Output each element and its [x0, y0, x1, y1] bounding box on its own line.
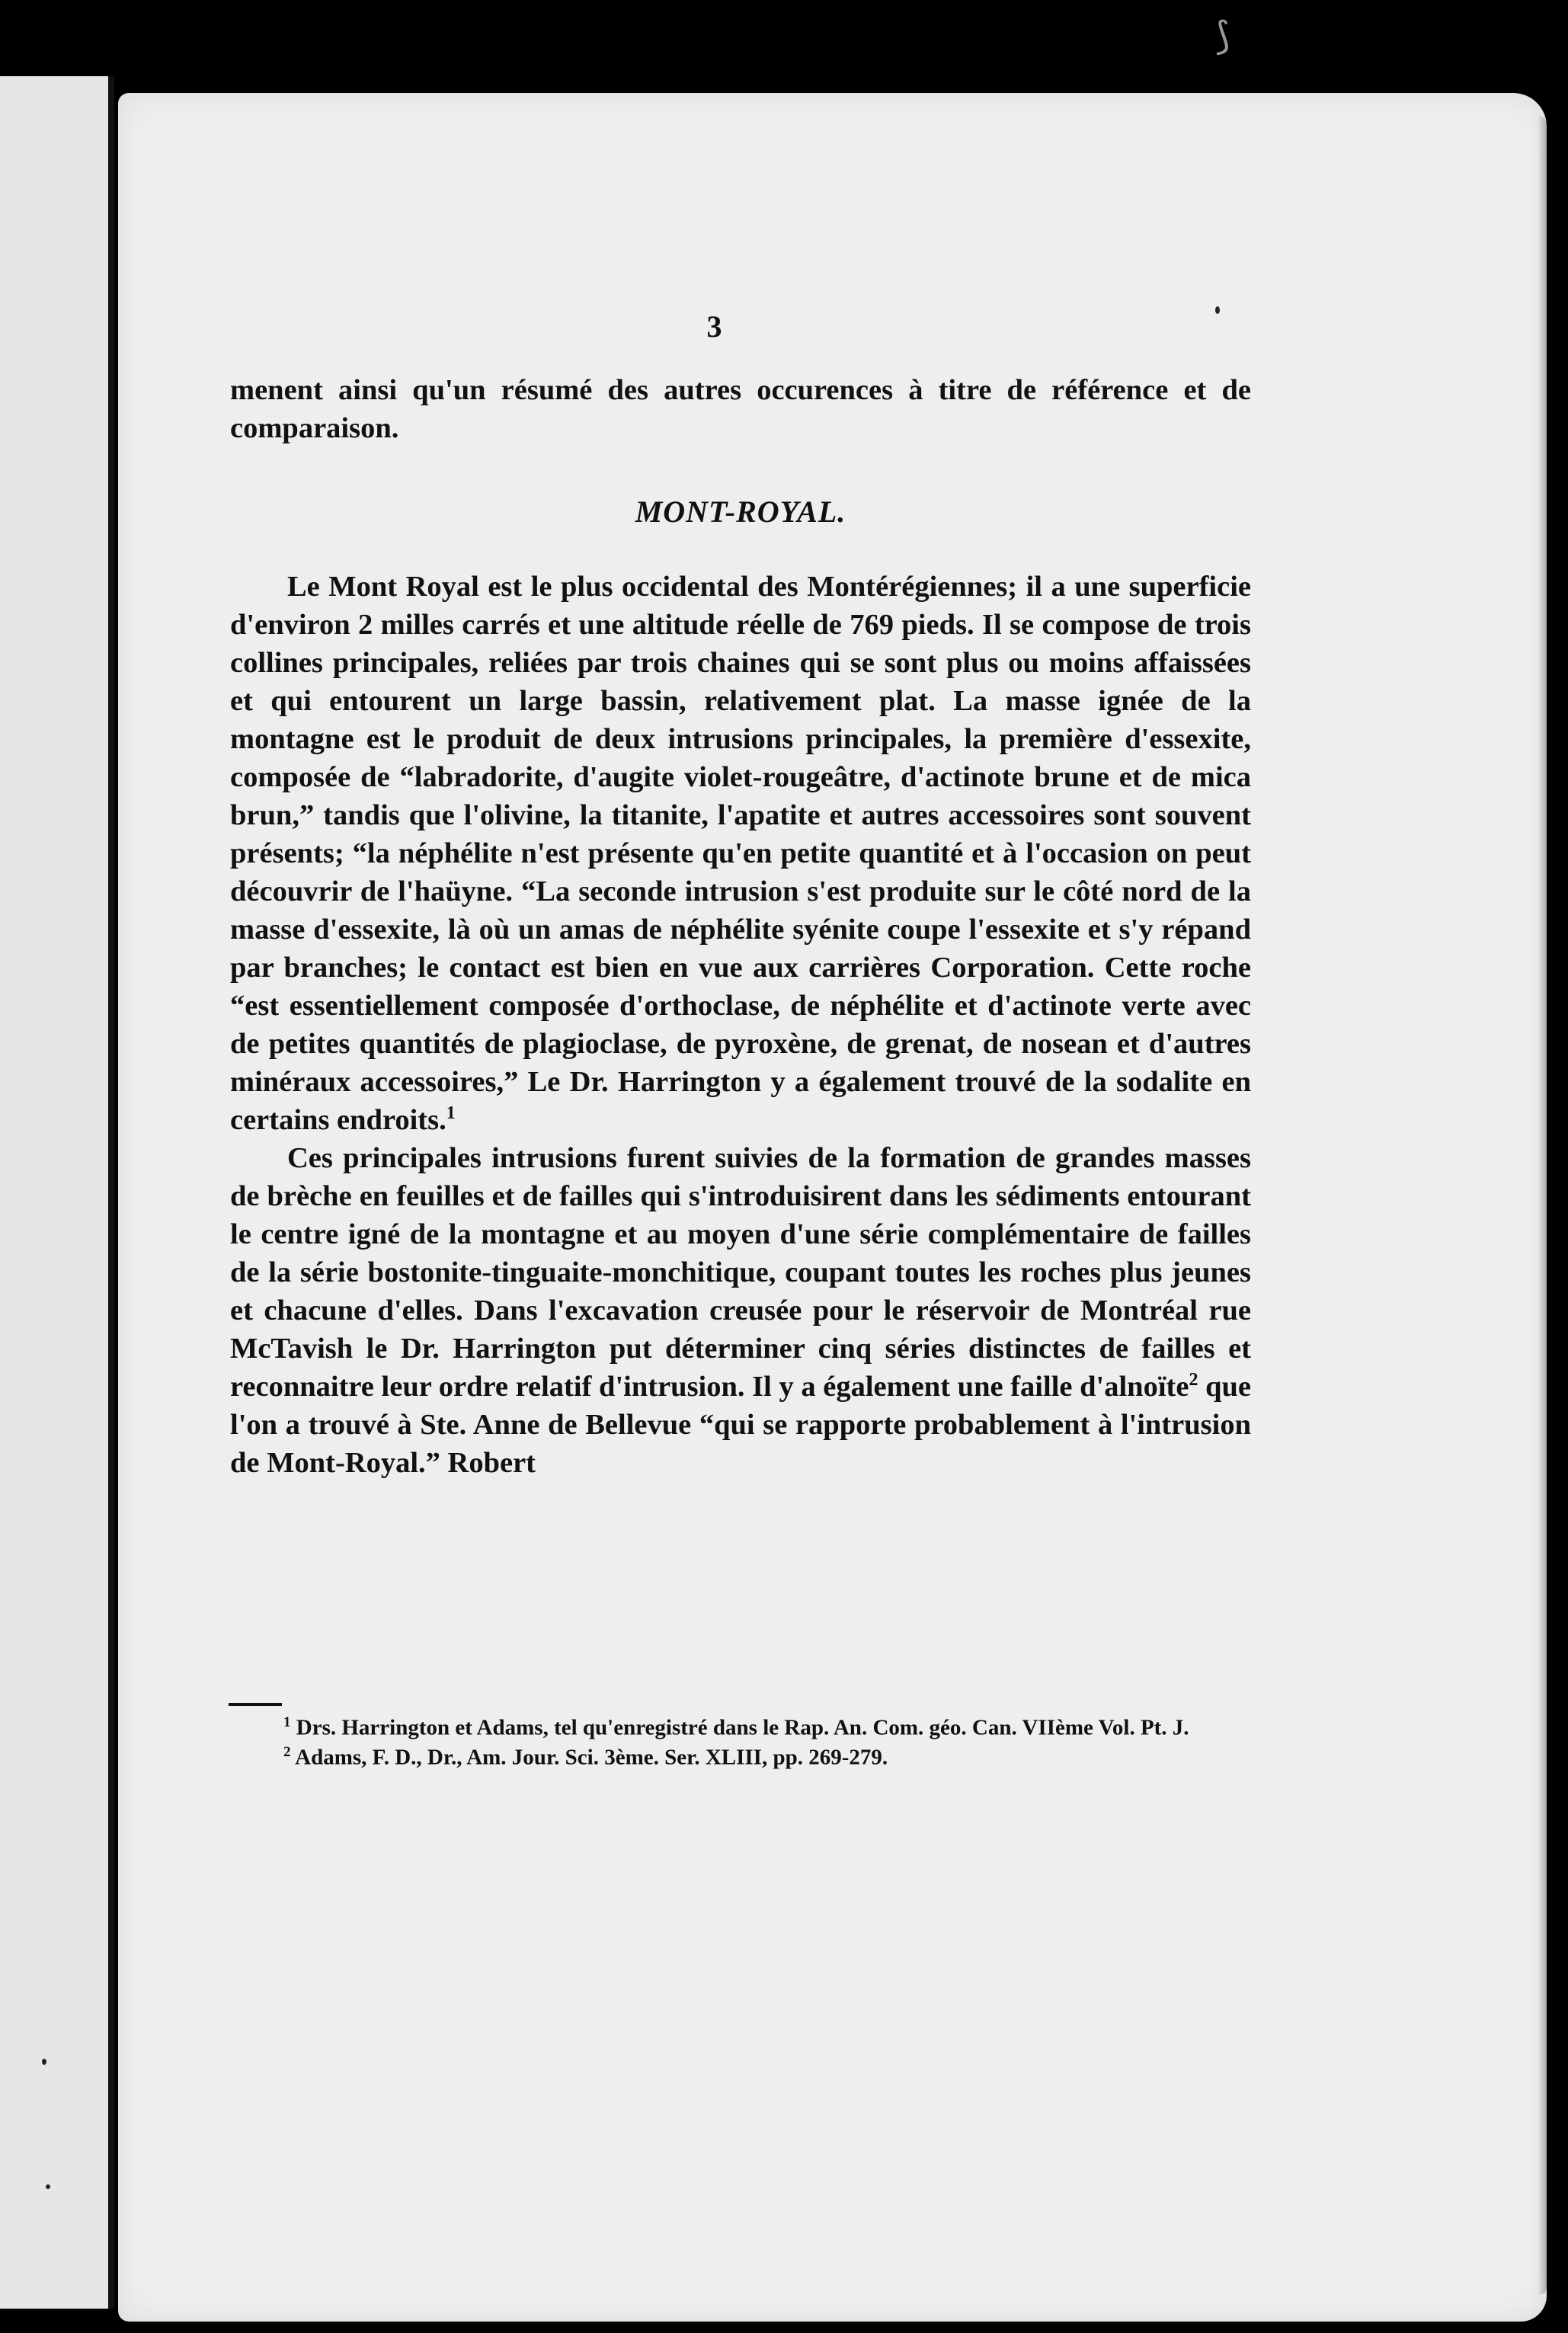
main-text	[230, 568, 1251, 1482]
scan-speck	[46, 2184, 50, 2189]
footnote-mark-2: 2	[283, 1743, 291, 1760]
footnote-rule	[229, 1703, 282, 1706]
paragraph-2-text-b: que l'on a trouvé à Ste. Anne de Bellevue “qui se rapporte probablement à l'intrusion de Mont-Royal.” Robert	[230, 1371, 1252, 1479]
page-number: 3	[706, 309, 722, 344]
footnote-text-2: Adams, F. D., Dr., Am. Jour. Sci. 3ème. Ser. XLIII, pp. 269-279.	[290, 1745, 888, 1770]
intro-paragraph	[230, 371, 1251, 447]
footnote-2	[230, 1740, 1251, 1770]
footnote-ref-1: 1	[446, 1103, 456, 1124]
intro-text: menent ainsi qu'un résumé des autres occurences à titre de référence et de comparaison.	[230, 374, 1251, 444]
paragraph-2	[230, 1139, 1251, 1482]
scan-artifact: ⟆	[1215, 14, 1230, 58]
section-heading: MONT-ROYAL.	[635, 494, 846, 529]
paragraph-1	[230, 568, 1251, 1139]
paragraph-1-text: Le Mont Royal est le plus occidental des Montérégiennes; il a une superficie d'environ 2 milles carrés et une altitude réelle de 769 pieds. Il se compose de trois collines principales, reliées par trois chaines qui se sont plus ou moins affaissées et qui entourent un large bassin, relativement plat. La masse ignée de la montagne est le produit de deux intrusions principales, la première d'essexite, composée de “labradorite, d'augite violet-rougeâtre, d'actinote brune et de mica brun,” tandis que l'olivine, la titanite, l'apatite et autres accessoires sont souvent présents; “la néphélite n'est présente qu'en petite quantité et à l'occasion on peut découvrir de l'haüyne. “La seconde intrusion s'est produite sur le côté nord de la masse d'essexite, là où un amas de néphélite syénite coupe l'essexite et s'y répand par branches; le contact est bien en vue aux carrières Corporation. Cette roche “est essentiellement composée d'orthoclase, de néphélite et d'actinote verte avec de petites quantités de plagioclase, de pyroxène, de grenat, de nosean et d'autres minéraux accessoires,” Le Dr. Harrington y a également trouvé de la sodalite en certains endroits.	[230, 571, 1251, 1136]
footnote-ref-2: 2	[1189, 1370, 1198, 1391]
previous-page-edge	[0, 76, 114, 2309]
page-edge-shadow	[1538, 116, 1547, 2295]
footnote-text-1: Drs. Harrington et Adams, tel qu'enregistré dans le Rap. An. Com. géo. Can. VIIème Vol. Pt. J.	[290, 1715, 1189, 1740]
paragraph-2-text-a: Ces principales intrusions furent suivies de la formation de grandes masses de brèche en feuilles et de failles qui s'introduisirent dans les sédiments entourant le centre igné de la montagne et au moyen d'une série complémentaire de failles de la série bostonite-tinguaite-monchitique, coupant toutes les roches plus jeunes et chacune d'elles. Dans l'excavation creusée pour le réservoir de Montréal rue McTavish le Dr. Harrington put déterminer cinq séries distinctes de failles et reconnaitre leur ordre relatif d'intrusion. Il y a également une faille d'alnoïte	[230, 1142, 1251, 1403]
binding-shadow	[108, 76, 114, 2309]
scan-speck	[42, 2059, 46, 2065]
footnote-mark-1: 1	[283, 1714, 291, 1730]
footnotes	[230, 1711, 1251, 1769]
footnote-1	[230, 1711, 1251, 1740]
